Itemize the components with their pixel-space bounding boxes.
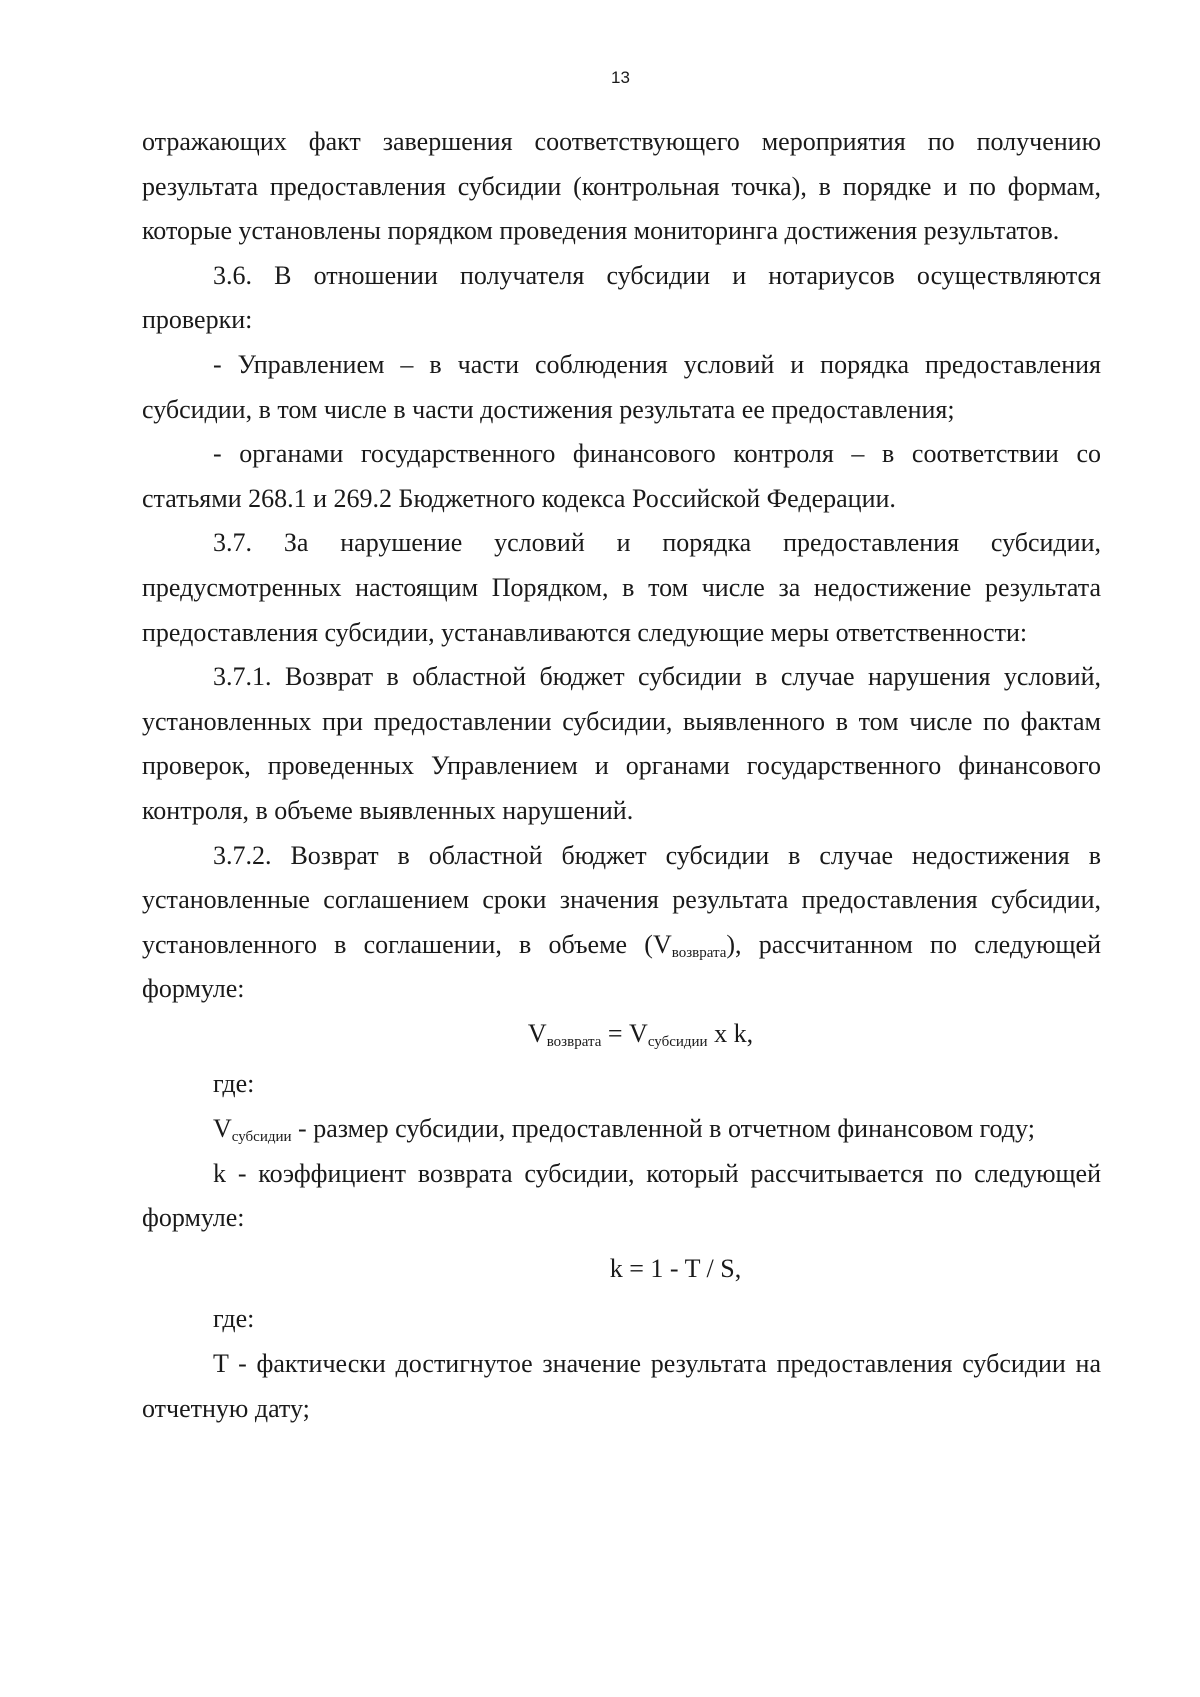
where-label: где:	[213, 1304, 255, 1334]
subscript: субсидии	[231, 1129, 292, 1146]
page-number: 13	[611, 68, 630, 87]
definition-t: T - фактически достигнутое значение результата предоставления субсидии на отчетную дату;	[142, 1349, 1101, 1423]
subscript: возврата	[671, 944, 727, 961]
definition-k: k - коэффициент возврата субсидии, который рассчитывается по следующей формуле:	[142, 1158, 1101, 1233]
formula-k: k = 1 - T / S,	[609, 1253, 742, 1283]
subscript: возврата	[546, 1033, 602, 1050]
subscript: субсидии	[647, 1033, 708, 1050]
document-body	[142, 120, 1101, 1431]
paragraph-3-7-2	[142, 834, 1101, 1012]
list-item-upravlenie: - Управлением – в части соблюдения условий и порядка предоставления субсидии, в том числе в части достижения результата ее предоставления;	[142, 349, 1101, 424]
paragraph-3-7-1: 3.7.1. Возврат в областной бюджет субсидии в случае нарушения условий, установленных при предоставлении субсидии, выявленного в том числе по фактам проверок, проведенных Управлением и органами государственного финансового контроля, в объеме выявленных нарушений.	[142, 662, 1101, 825]
paragraph-text: 3.7.2. Возврат в областной бюджет субсидии в случае недостижения в установленные соглашением сроки значения результата предоставления субсидии, установленного в соглашении, в объеме (V	[142, 840, 1101, 959]
definition-text: - размер субсидии, предоставленной в отчетном финансовом году;	[291, 1114, 1035, 1144]
definition-v-subsidii	[142, 1107, 1101, 1152]
paragraph-text: ), рассчитанном по следующей формуле:	[142, 929, 1102, 1004]
formula-text: x k,	[707, 1018, 754, 1048]
formula-var: V	[213, 1114, 232, 1144]
where-label: где:	[213, 1069, 255, 1099]
formula-var: V	[527, 1018, 547, 1048]
paragraph: отражающих факт завершения соответствующего мероприятия по получению результата предоставления субсидии (контрольная точка), в порядке и по формам, которые установлены порядком проведения мониторинга достижения результатов.	[142, 127, 1101, 246]
formula-v-vozvrata	[142, 1012, 1101, 1057]
paragraph-3-6: 3.6. В отношении получателя субсидии и нотариусов осуществляются проверки:	[142, 260, 1101, 335]
formula-text: = V	[601, 1018, 648, 1048]
paragraph-3-7: 3.7. За нарушение условий и порядка предоставления субсидии, предусмотренных настоящим Порядком, в том числе за недостижение результата предоставления субсидии, устанавливаются следующие меры ответственности:	[142, 528, 1101, 647]
list-item-organy-kontrolya: - органами государственного финансового контроля – в соответствии со статьями 268.1 и 269.2 Бюджетного кодекса Российской Федерации.	[142, 439, 1101, 513]
